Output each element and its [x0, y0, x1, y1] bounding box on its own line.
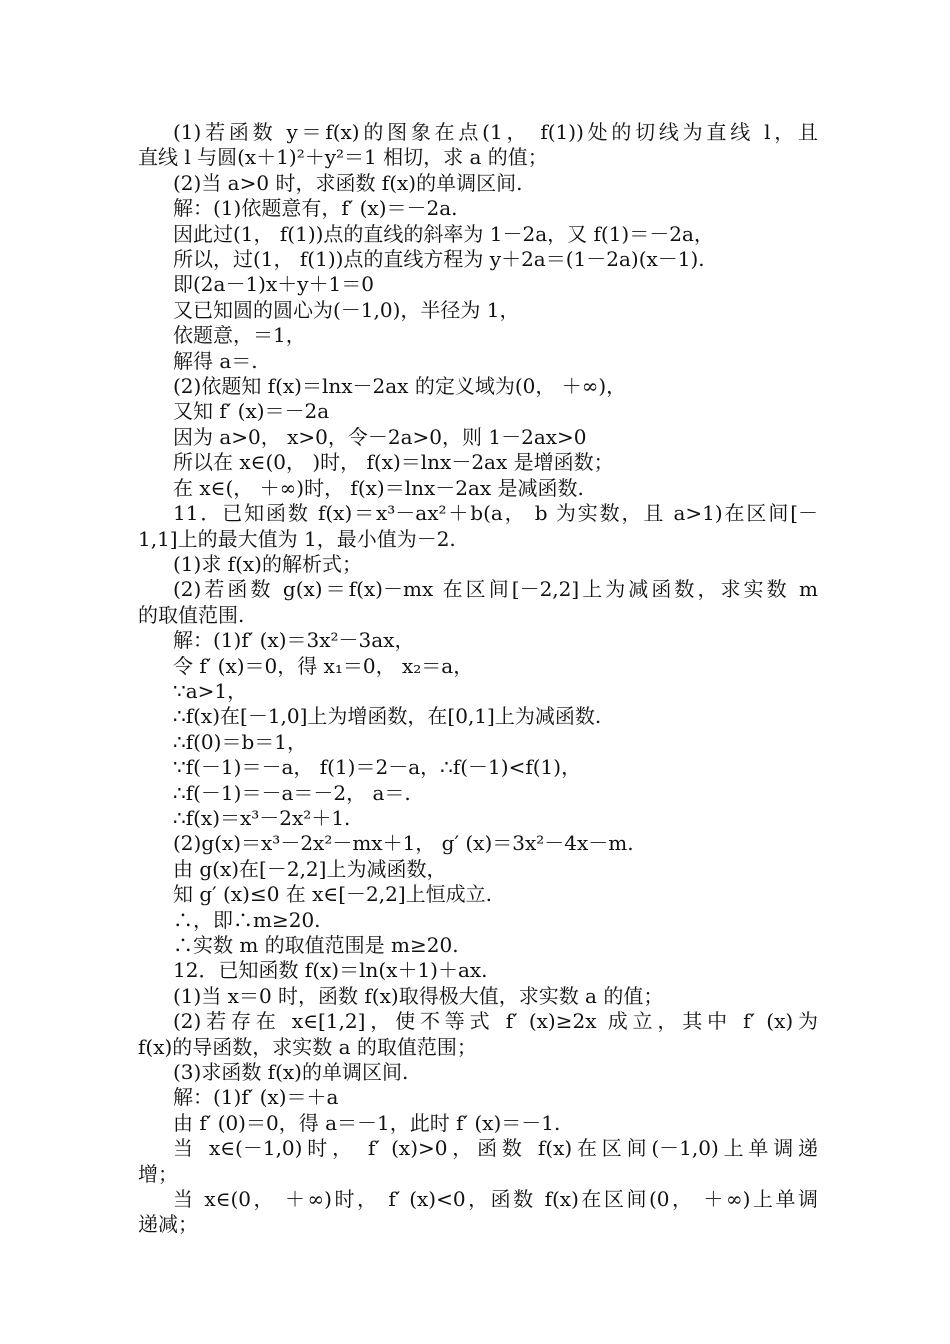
text-line: (2)依题知 f(x)＝lnx－2ax 的定义域为(0， ＋∞)， [173, 374, 627, 399]
text-line: 令 f′ (x)＝0，得 x₁＝0， x₂＝a， [173, 653, 474, 678]
text-line: 又知 f′ (x)＝－2a [173, 399, 330, 424]
text-line: ∴f(0)＝b＝1， [173, 729, 307, 754]
text-line: 所以，过(1， f(1))点的直线方程为 y＋2a＝(1－2a)(x－1). [173, 247, 705, 272]
text-line: (2)当 a>0 时，求函数 f(x)的单调区间. [173, 170, 523, 195]
text-line: 所以在 x∈(0， )时， f(x)＝lnx－2ax 是增函数； [173, 450, 614, 475]
text-line: ∴f(x)＝x³－2x²＋1. [173, 805, 351, 830]
text-line: (2)若存在 x∈[1,2]，使不等式 f′ (x)≥2x 成立，其中 f′ (x)为 [173, 1009, 818, 1034]
text-line: 的取值范围. [138, 602, 245, 627]
text-line: 12．已知函数 f(x)＝ln(x＋1)＋ax. [173, 958, 488, 983]
text-line: 解得 a＝. [173, 348, 258, 373]
text-line: 在 x∈(， ＋∞)时， f(x)＝lnx－2ax 是减函数. [173, 475, 584, 500]
text-line: 11．已知函数 f(x)＝x³－ax²＋b(a， b 为实数，且 a>1)在区间[－ [173, 501, 818, 526]
text-line: 解：(1)f′ (x)＝＋a [173, 1085, 339, 1110]
text-line: (1)求 f(x)的解析式； [173, 551, 362, 576]
text-line: ∴f(－1)＝－a＝－2， a＝. [173, 780, 411, 805]
text-line: 因为 a>0， x>0，令－2a>0，则 1－2ax>0 [173, 424, 587, 449]
document-body [138, 120, 818, 1238]
text-line: ∴，即∴m≥20. [173, 907, 321, 932]
text-line: 解：(1)f′ (x)＝3x²－3ax， [173, 628, 415, 653]
text-line: (3)求函数 f(x)的单调区间. [173, 1060, 409, 1085]
text-line: ∵a>1， [173, 678, 248, 703]
text-line: 因此过(1， f(1))点的直线的斜率为 1－2a，又 f(1)＝－2a， [173, 221, 714, 246]
text-line: 递减； [138, 1212, 198, 1237]
text-line: 即(2a－1)x＋y＋1＝0 [173, 272, 375, 297]
text-line: f(x)的导函数，求实数 a 的取值范围； [138, 1034, 477, 1059]
text-line: 又已知圆的圆心为(－1,0)，半径为 1， [173, 297, 520, 322]
text-line: 依题意，＝1， [173, 323, 306, 348]
text-line: 直线 l 与圆(x＋1)²＋y²＝1 相切，求 a 的值； [138, 145, 548, 170]
text-line: 知 g′ (x)≤0 在 x∈[－2,2]上恒成立. [173, 882, 492, 907]
text-line: (1)若函数 y＝f(x)的图象在点(1， f(1))处的切线为直线 l，且 [173, 120, 818, 144]
text-line: (2)g(x)＝x³－2x²－mx＋1， g′ (x)＝3x²－4x－m. [173, 831, 634, 856]
text-line: 由 g(x)在[－2,2]上为减函数， [173, 856, 447, 881]
text-line: 解：(1)依题意有，f′ (x)＝－2a. [173, 196, 458, 221]
text-line: (1)当 x＝0 时，函数 f(x)取得极大值，求实数 a 的值； [173, 983, 664, 1008]
text-line: ∵f(－1)＝－a， f(1)＝2－a，∴f(－1)<f(1)， [173, 755, 582, 780]
text-line: 由 f′ (0)＝0，得 a＝－1，此时 f′ (x)＝－1. [173, 1110, 561, 1135]
text-line: 增； [138, 1161, 178, 1186]
text-line: 当 x∈(0， ＋∞)时， f′ (x)<0，函数 f(x)在区间(0， ＋∞)上单调 [173, 1187, 818, 1212]
text-line: 当 x∈(－1,0)时， f′ (x)>0，函数 f(x)在区间(－1,0)上单调递 [173, 1136, 818, 1161]
text-line: ∴f(x)在[－1,0]上为增函数，在[0,1]上为减函数. [173, 704, 602, 729]
text-line: (2)若函数 g(x)＝f(x)－mx 在区间[－2,2]上为减函数，求实数 m [173, 577, 818, 602]
text-line: ∴实数 m 的取值范围是 m≥20. [173, 933, 459, 957]
text-line: 1,1]上的最大值为 1，最小值为－2. [138, 526, 456, 551]
